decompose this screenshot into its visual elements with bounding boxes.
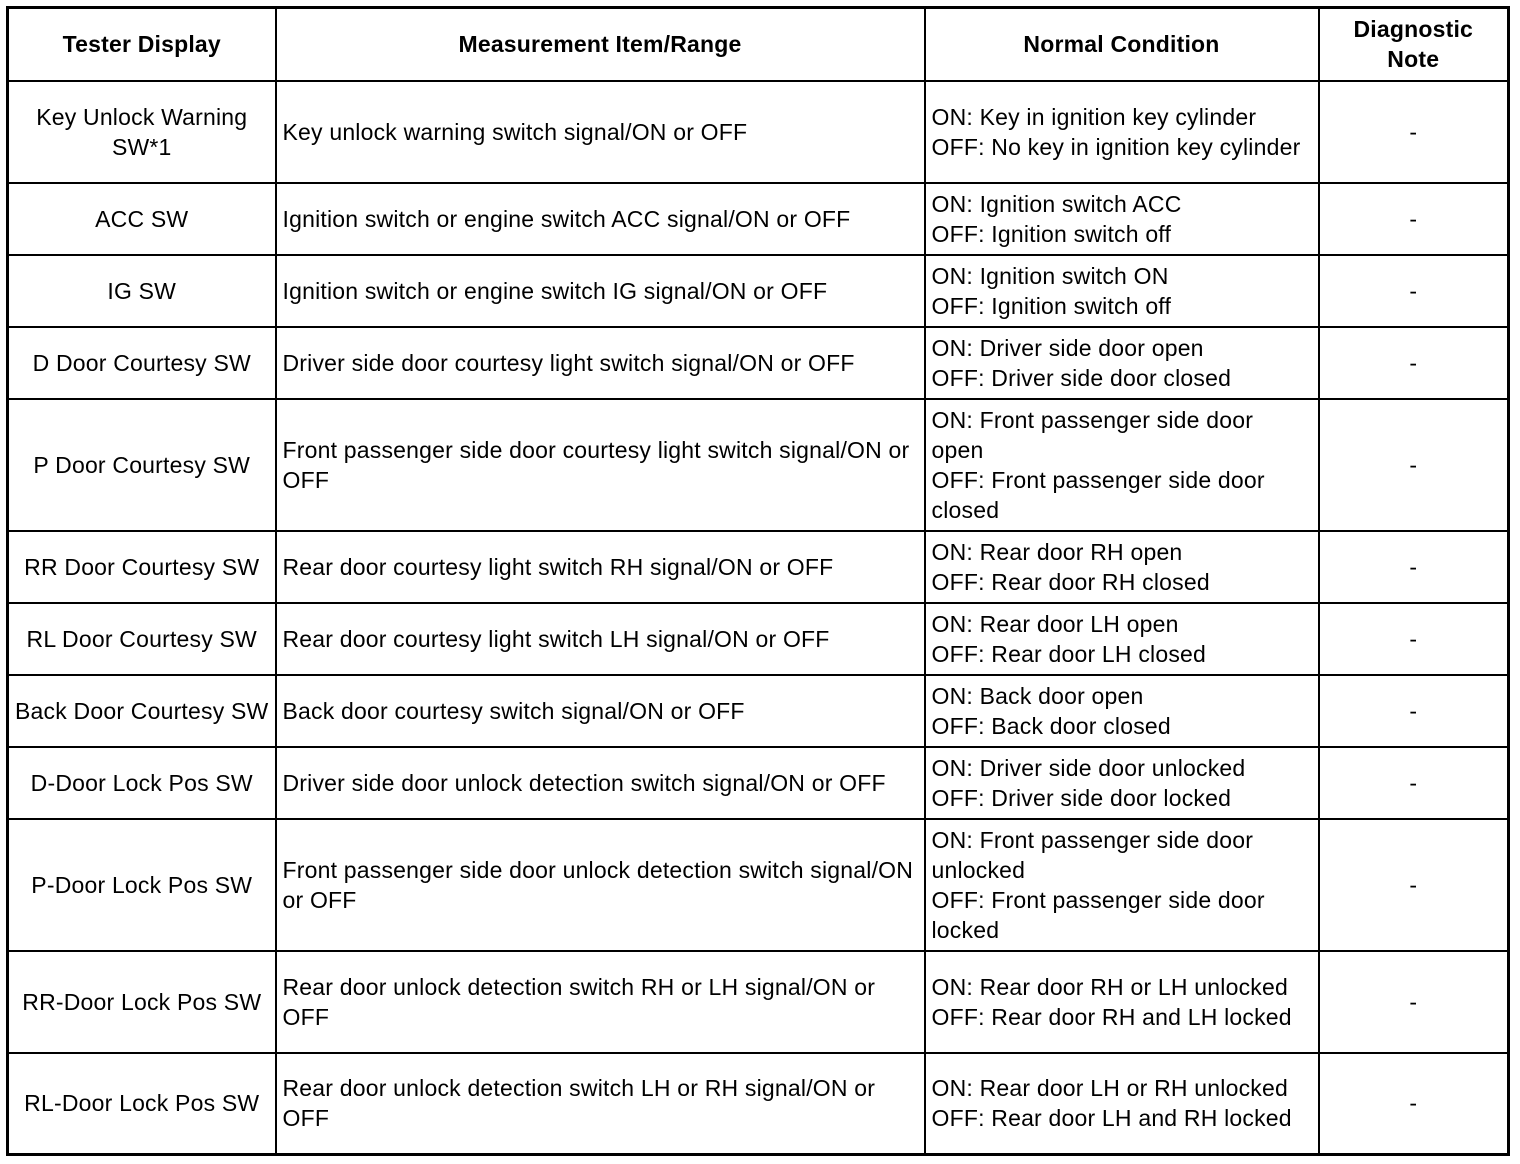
normal-condition-cell: ON: Driver side door open OFF: Driver side door closed: [925, 327, 1319, 399]
table-row: [8, 951, 1509, 1053]
measurement-cell: Ignition switch or engine switch IG signal/ON or OFF: [276, 255, 925, 327]
normal-condition-cell: ON: Rear door RH or LH unlocked OFF: Rear door RH and LH locked: [925, 951, 1319, 1053]
measurement-cell: Rear door unlock detection switch LH or RH signal/ON or OFF: [276, 1053, 925, 1155]
normal-condition-cell: ON: Key in ignition key cylinder OFF: No key in ignition key cylinder: [925, 81, 1319, 183]
normal-condition-cell: ON: Rear door LH open OFF: Rear door LH closed: [925, 603, 1319, 675]
measurement-cell: Ignition switch or engine switch ACC signal/ON or OFF: [276, 183, 925, 255]
header-normal-condition: Normal Condition: [925, 8, 1319, 81]
normal-condition-cell: ON: Rear door RH open OFF: Rear door RH closed: [925, 531, 1319, 603]
diagnostic-note-cell: -: [1319, 327, 1509, 399]
table-row: [8, 81, 1509, 183]
diagnostic-note-cell: -: [1319, 183, 1509, 255]
measurement-cell: Back door courtesy switch signal/ON or OFF: [276, 675, 925, 747]
tester-display-cell: RR Door Courtesy SW: [8, 531, 276, 603]
table-row: [8, 327, 1509, 399]
diagnostic-note-cell: -: [1319, 1053, 1509, 1155]
measurement-cell: Key unlock warning switch signal/ON or OFF: [276, 81, 925, 183]
table-row: [8, 819, 1509, 951]
tester-display-cell: D Door Courtesy SW: [8, 327, 276, 399]
table-row: [8, 747, 1509, 819]
table-row: [8, 1053, 1509, 1155]
tester-display-cell: RL Door Courtesy SW: [8, 603, 276, 675]
tester-display-cell: ACC SW: [8, 183, 276, 255]
diagnostic-note-cell: -: [1319, 819, 1509, 951]
normal-condition-cell: ON: Front passenger side door unlocked OFF: Front passenger side door locked: [925, 819, 1319, 951]
normal-condition-cell: ON: Driver side door unlocked OFF: Driver side door locked: [925, 747, 1319, 819]
table-row: [8, 675, 1509, 747]
diagnostic-note-cell: -: [1319, 399, 1509, 531]
normal-condition-cell: ON: Back door open OFF: Back door closed: [925, 675, 1319, 747]
tester-display-cell: Back Door Courtesy SW: [8, 675, 276, 747]
normal-condition-cell: ON: Ignition switch ACC OFF: Ignition switch off: [925, 183, 1319, 255]
measurement-cell: Rear door unlock detection switch RH or LH signal/ON or OFF: [276, 951, 925, 1053]
measurement-cell: Driver side door courtesy light switch signal/ON or OFF: [276, 327, 925, 399]
tester-display-cell: Key Unlock Warning SW*1: [8, 81, 276, 183]
table-row: [8, 183, 1509, 255]
tester-display-cell: IG SW: [8, 255, 276, 327]
diagnostic-note-cell: -: [1319, 255, 1509, 327]
diagnostic-note-cell: -: [1319, 747, 1509, 819]
measurement-cell: Rear door courtesy light switch LH signal/ON or OFF: [276, 603, 925, 675]
table-row: [8, 255, 1509, 327]
tester-display-cell: RR-Door Lock Pos SW: [8, 951, 276, 1053]
measurement-cell: Rear door courtesy light switch RH signal/ON or OFF: [276, 531, 925, 603]
data-list-table: [6, 6, 1510, 1156]
tester-display-cell: P-Door Lock Pos SW: [8, 819, 276, 951]
normal-condition-cell: ON: Rear door LH or RH unlocked OFF: Rear door LH and RH locked: [925, 1053, 1319, 1155]
measurement-cell: Front passenger side door courtesy light switch signal/ON or OFF: [276, 399, 925, 531]
table-row: [8, 531, 1509, 603]
tester-display-cell: P Door Courtesy SW: [8, 399, 276, 531]
table-row: [8, 399, 1509, 531]
measurement-cell: Driver side door unlock detection switch signal/ON or OFF: [276, 747, 925, 819]
normal-condition-cell: ON: Ignition switch ON OFF: Ignition switch off: [925, 255, 1319, 327]
diagnostic-note-cell: -: [1319, 603, 1509, 675]
header-measurement: Measurement Item/Range: [276, 8, 925, 81]
header-tester-display: Tester Display: [8, 8, 276, 81]
header-diagnostic-note: Diagnostic Note: [1319, 8, 1509, 81]
measurement-cell: Front passenger side door unlock detection switch signal/ON or OFF: [276, 819, 925, 951]
normal-condition-cell: ON: Front passenger side door open OFF: Front passenger side door closed: [925, 399, 1319, 531]
table-row: [8, 603, 1509, 675]
tester-display-cell: D-Door Lock Pos SW: [8, 747, 276, 819]
diagnostic-note-cell: -: [1319, 951, 1509, 1053]
diagnostic-note-cell: -: [1319, 675, 1509, 747]
diagnostic-note-cell: -: [1319, 81, 1509, 183]
tester-display-cell: RL-Door Lock Pos SW: [8, 1053, 276, 1155]
table-header-row: [8, 8, 1509, 81]
diagnostic-note-cell: -: [1319, 531, 1509, 603]
